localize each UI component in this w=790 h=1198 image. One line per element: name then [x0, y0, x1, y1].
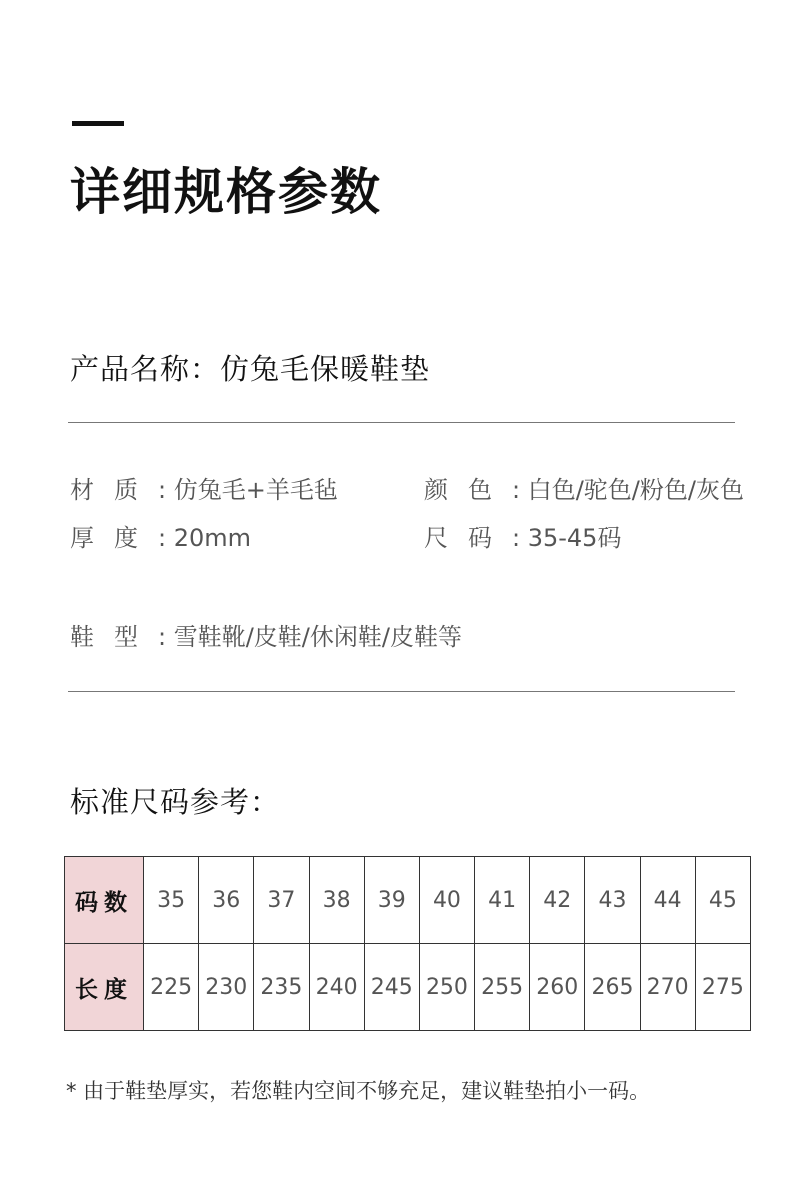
product-name-value: 仿兔毛保暖鞋垫 [220, 352, 431, 386]
table-cell: 250 [419, 944, 474, 1031]
row-header: 长度 [65, 944, 144, 1031]
table-cell: 235 [254, 944, 309, 1031]
spec-thickness-value: : 20mm [158, 524, 252, 552]
table-cell: 41 [475, 857, 530, 944]
spec-shoe-type-value: : 雪鞋靴/皮鞋/休闲鞋/皮鞋等 [158, 623, 462, 651]
table-cell: 37 [254, 857, 309, 944]
table-cell: 230 [199, 944, 254, 1031]
table-cell: 36 [199, 857, 254, 944]
spec-color [424, 470, 744, 505]
spec-thickness-label: 厚度 [70, 524, 158, 552]
product-name [70, 347, 430, 388]
table-cell: 270 [640, 944, 695, 1031]
spec-material [70, 470, 338, 505]
table-cell: 225 [144, 944, 199, 1031]
spec-color-value: : 白色/驼色/粉色/灰色 [512, 476, 744, 504]
size-chart-table [64, 856, 751, 1031]
product-name-label: 产品名称： [70, 352, 221, 386]
spec-material-label: 材质 [70, 476, 158, 504]
title-accent-bar [72, 121, 124, 126]
table-row [65, 944, 751, 1031]
table-cell: 42 [530, 857, 585, 944]
table-cell: 275 [695, 944, 750, 1031]
table-cell: 240 [309, 944, 364, 1031]
table-cell: 260 [530, 944, 585, 1031]
table-row [65, 857, 751, 944]
table-cell: 40 [419, 857, 474, 944]
row-header: 码数 [65, 857, 144, 944]
table-cell: 245 [364, 944, 419, 1031]
page-title: 详细规格参数 [70, 163, 382, 221]
table-cell: 39 [364, 857, 419, 944]
spec-size-value: : 35-45码 [512, 524, 622, 552]
spec-size-label: 尺码 [424, 524, 512, 552]
divider-bottom [68, 691, 735, 692]
table-cell: 45 [695, 857, 750, 944]
spec-thickness [70, 518, 251, 553]
table-cell: 265 [585, 944, 640, 1031]
table-cell: 255 [475, 944, 530, 1031]
table-cell: 35 [144, 857, 199, 944]
table-cell: 38 [309, 857, 364, 944]
spec-size [424, 518, 621, 553]
divider-top [68, 422, 735, 423]
spec-material-value: : 仿兔毛+羊毛毡 [158, 476, 338, 504]
table-cell: 44 [640, 857, 695, 944]
table-cell: 43 [585, 857, 640, 944]
spec-shoe-type-label: 鞋型 [70, 623, 158, 651]
spec-shoe-type [70, 617, 462, 652]
spec-color-label: 颜色 [424, 476, 512, 504]
footnote: * 由于鞋垫厚实，若您鞋内空间不够充足，建议鞋垫拍小一码。 [66, 1079, 651, 1103]
size-chart-heading: 标准尺码参考： [70, 785, 281, 819]
